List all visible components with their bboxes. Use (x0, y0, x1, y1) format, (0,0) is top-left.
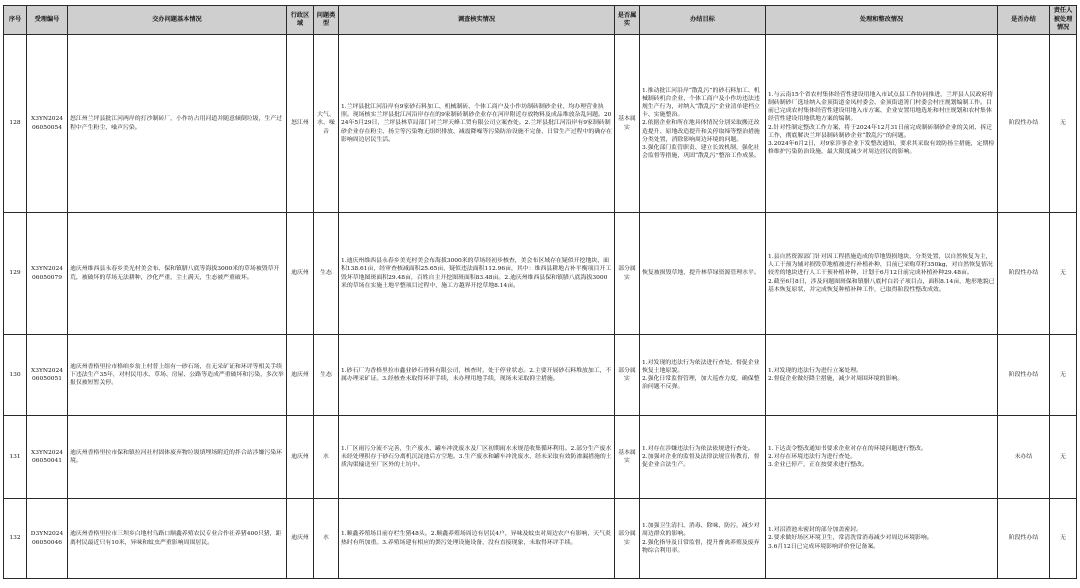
cell-receipt-no: X3YN2024 06050054 (27, 35, 68, 213)
cell-issue: 怒江州兰坪县批江河两岸的打沙制砖厂，小作坊占用河道并随意倾倒垃圾，生产过程中产生粉尘、噪声污染。 (68, 35, 287, 213)
cell-verified: 部分属实 (615, 499, 640, 579)
cell-issue: 迪庆州维西县永春乡美光村美会布、保和镇腊八底等海拔3000米的草场被毁草开荒，被破坏的草场无法耕种，沙化严重，尘土满天，生态被严重破坏。 (68, 213, 287, 335)
cell-target (640, 499, 766, 579)
header-handling: 处理和整改情况 (766, 6, 998, 35)
cell-closed: 阶段性办结 (998, 335, 1050, 416)
cell-issue-type: 水 (314, 416, 339, 499)
handling-item: 1.县自然资源部门针对因工程措施造成的草地毁损地块，分类处置，以自然恢复为主，人工干预为辅对损毁草地植被进行补植补种，目前已采购草籽350kg，对自然恢复情况较差的地块进行人工干预补植补种，计划于6月12日前完成补植补种29.48亩。 (768, 253, 993, 277)
cell-investigation: 1.顺鑫养殖场目前存栏生猪48头。2.顺鑫养殖场周边有居民4户，异味及蚊虫对周边农户有影响，天气炎热时有所加重。3.养殖场建有相应的粪污处理设施设备，没有直接现象，未取得环评手续。 (339, 499, 615, 579)
cell-accountability: 无 (1050, 335, 1077, 416)
header-accountability: 责任人被处理情况 (1050, 6, 1077, 35)
cell-handling (766, 416, 998, 499)
handling-item: 2.督促企业做好降尘措施，减少对周围环境的影响。 (768, 376, 904, 382)
cell-receipt-no: X3YN2024 06050079 (27, 213, 68, 335)
cell-seq: 129 (4, 213, 27, 335)
cell-closed: 阶段性办结 (998, 35, 1050, 213)
handling-item: 2.对存在环境违法行为进行查处。 (768, 453, 857, 460)
cell-issue-type: 水 (314, 499, 339, 579)
cell-receipt-no: X3YN2024 06050041 (27, 416, 68, 499)
cell-issue-type: 生态 (314, 335, 339, 416)
target-item: 1.推动批江河沿岸“散乱污”的砂石料加工、机械制砖机台企业、个体工商户及小作坊违法违规生产行为，对纳入“散乱污”企业清单建档立卡、实施整治。 (642, 87, 760, 119)
cell-verified: 基本属实 (615, 35, 640, 213)
cell-investigation: 1.迪庆州维西县永春乡美光村美会布海拔3000米的草场经初步核查，美会布区域存在疑似开挖地块，面积138.61亩，经审查核减面积25.65亩，疑似违法面积112.96亩，其中：维西县耕地占补平衡项目开工毁坏草地图斑面积29.48亩，百姓自主开挖图斑面积83.48亩。2.迪庆州维西县保和镇腊八底海拔3000米的草场在实施土地平整项目过程中，施工方越界开挖草地8.14亩。 (339, 213, 615, 335)
cell-closed: 阶段性办结 (998, 499, 1050, 579)
handling-item: 2.要求做好场区环境卫生，常清洗常消毒减少对周边环境影响。 (768, 535, 933, 542)
cell-region: 迪庆州 (287, 335, 314, 416)
table-row (4, 213, 1077, 335)
cell-issue: 迪庆州香格里拉市三坝乡白地村乌路口顺鑫养殖农民专业合作社养猪400只猪，距离村民最近只有10米，异味和蚊虫严重影响周围居民。 (68, 499, 287, 579)
header-issue: 交办问题基本情况 (68, 6, 287, 35)
cell-seq: 131 (4, 416, 27, 499)
handling-item: 1.对沼渣池未密封的部分加盖密封。 (768, 527, 862, 534)
cell-investigation: 1.厂区雨污分流不完善，生产废水、罐车冲洗废水及厂区初期雨水未规范收集循环利用。2.部分生产废水未经处理积存于砂石分离机沉淀池后方空地。3.生产废水和罐车冲洗废水，经未采取有效防渗漏措施的土质沟渠输送至厂区外的土坑中。 (339, 416, 615, 499)
target-item: 恢复被损毁草地，提升林草绿资源管理水平。 (642, 270, 760, 277)
cell-target (640, 335, 766, 416)
header-target: 办结目标 (640, 6, 766, 35)
handling-item: 3.2024年6月2日，对9家涉事企业下发整改通知，要求其采取有效防扬尘措施，定期检修维护污染防治设施，最大限度减少对周边居民的影响。 (768, 140, 995, 156)
target-item: 1.对存在涉嫌违法行为依法依规进行查处。 (642, 445, 754, 452)
header-investigation: 调查核实情况 (339, 6, 615, 35)
cell-handling (766, 35, 998, 213)
cell-region: 迪庆州 (287, 416, 314, 499)
header-seq: 序号 (4, 6, 27, 35)
cell-issue: 迪庆州香格里拉市保和镇拉河社村固体废弃物垃圾填埋场附近的拌合站涉嫌污染环境。 (68, 416, 287, 499)
cell-investigation: 1.兰坪县批江河沿岸有9家砂石料加工、机械制砖、个体工商户及小作坊制砖制砂企业，均办理营业执照。现场核实兰坪县批江河沿岸存在的9家制砖制砂企业存在河岸附近存放物料及成品堆放杂乱问题。2024年5月29日，兰坪县林草局部门对兰坪天峰工贸有限公司立案查处。2.兰坪县批江河沿岸有9家制砖制砂企业存在粉尘、扬尘等污染物无组织排放、减震降噪等污染防治设施不完备，日常生产过程中的确存在影响周边居民生活。 (339, 35, 615, 213)
cell-issue-type: 大气、水、噪音 (314, 35, 339, 213)
cell-accountability: 无 (1050, 35, 1077, 213)
cell-seq: 130 (4, 335, 27, 416)
cell-verified: 部分属实 (615, 213, 640, 335)
target-item: 1.对发现的违法行为依法进行查处，督促企业恢复土地原貌。 (642, 359, 760, 374)
handling-item: 2.截至6月8日，涉及问题图斑保和镇腊八底村白岩子项目点，面积8.14亩，地形地貌已基本恢复原状，并完成恢复种植补种工作，已取得阶段性整改成效。 (768, 278, 995, 293)
cell-region: 迪庆州 (287, 213, 314, 335)
cell-issue-type: 生态 (314, 213, 339, 335)
cell-closed: 阶段性办结 (998, 213, 1050, 335)
header-issue-type: 问题类型 (314, 6, 339, 35)
handling-item: 3.6月12日已完成环境影响评价登记备案。 (768, 543, 880, 550)
table-row (4, 499, 1077, 579)
table-row (4, 335, 1077, 416)
header-closed: 是否办结 (998, 6, 1050, 35)
cell-accountability: 无 (1050, 499, 1077, 579)
cell-receipt-no: X3YN2024 06050051 (27, 335, 68, 416)
header-verified: 是否属实 (615, 6, 640, 35)
cell-target (640, 416, 766, 499)
cell-handling (766, 499, 998, 579)
cell-verified: 基本属实 (615, 416, 640, 499)
cell-closed: 未办结 (998, 416, 1050, 499)
cell-handling (766, 335, 998, 416)
target-item: 2.强化指导及日常监督，提升畜禽养殖及废弃物综合利用率。 (642, 539, 760, 554)
cell-target (640, 35, 766, 213)
cell-handling (766, 213, 998, 335)
cell-verified: 部分属实 (615, 335, 640, 416)
handling-item: 1.与云南15个省农村集体经营性建设用地入市试点县工作协同推进，兰坪县人民政府将制砖制砂厂选址纳入金顶街道金凤村委会、金顶街道箐门村委会村庄规划编制工作。目前已完成农村集体经营性建设用地入市方案、企业安置用地选址和村庄规划和农村集体经营性建设用地供地方案的编制。 (768, 91, 994, 123)
table-row (4, 35, 1077, 213)
cell-seq: 132 (4, 499, 27, 579)
target-item: 3.强化部门监管职责、建立长效机制，强化社会监督等措施，巩固“散乱污”整治工作成果。 (642, 145, 760, 160)
handling-item: 2.针对性制定整改工作方案，将于2024年12月31日前完成制砖制砂企业的关闭、拆迁工作，彻底解决兰坪县制砖制砂企业“散乱污”的问题。 (768, 124, 993, 139)
target-item: 1.加强卫生清扫、消毒、除味、防污，减少对周边群众的影响。 (642, 523, 760, 538)
handling-item: 3.企业已停产，正在按要求进行整改。 (768, 462, 868, 469)
cell-seq: 128 (4, 35, 27, 213)
header-region: 行政区域 (287, 6, 314, 35)
header-receipt-no: 受理编号 (27, 6, 68, 35)
cell-issue: 迪庆州香格里拉市格咱乡翁上村普上组有一砂石场，在无采矿证和环评等相关手续下违法生产35年，对村民用水、草场、房屋、公路等造成严重破坏和污染，多次举报仅被短暂关停。 (68, 335, 287, 416)
cell-receipt-no: D3YN2024 06050046 (27, 499, 68, 579)
cell-accountability: 无 (1050, 416, 1077, 499)
handling-item: 1.下达责令整改通知书要求企业对存在的环境问题进行整改。 (768, 445, 927, 452)
cell-region: 迪庆州 (287, 499, 314, 579)
cell-accountability: 无 (1050, 213, 1077, 335)
cell-region: 怒江州 (287, 35, 314, 213)
cell-target (640, 213, 766, 335)
table-row (4, 416, 1077, 499)
table-header-row (4, 6, 1077, 35)
target-item: 2.强化日常监督管理，加大巡查力度，确保整治问题不反弹。 (642, 376, 760, 391)
cell-investigation: 1.砂石厂为香格里拉市鑫业砂石骨料有限公司，核查时，处于停业状态。2.主要开展砂石料堆放加工，不属办理采矿证。3.经核查未取得环评手续，未办理用地手续，现场未采取抑尘措施。 (339, 335, 615, 416)
target-item: 2.依据企业和所在地具体情况分别采取搬迁改造提升、原地改造提升和关停取缔等整治措施分类处置，消除影响周边环境的问题。 (642, 120, 760, 143)
target-item: 2.加强对企业的监督及法律法规宣传教育，督促企业合法生产。 (642, 453, 760, 469)
handling-item: 1.对发现的违法行为进行立案处理。 (768, 367, 862, 374)
complaint-handling-table (3, 5, 1077, 579)
